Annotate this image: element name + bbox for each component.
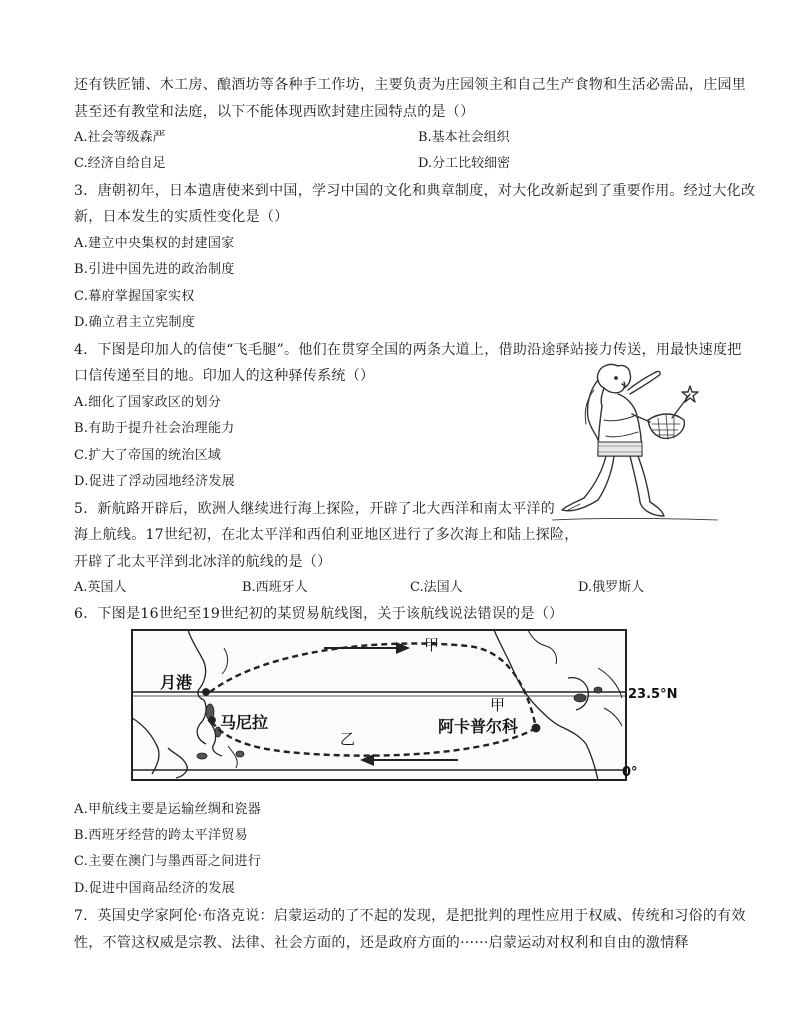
q3-text-line-2: 新，日本发生的实质性变化是（） <box>74 209 289 225</box>
q7-text-line-2: 性，不管这权威是宗教、法律、社会方面的，还是政府方面的······启蒙运动对权利和自由的激情释 <box>74 935 689 951</box>
q5-text-line-2: 海上航线。17世纪初，在北太平洋和西伯利亚地区进行了多次海上和陆上探险， <box>74 527 579 543</box>
q5-text-line-1: 5．新航路开辟后，欧洲人继续进行海上探险，开辟了北大西洋和南太平洋的 <box>74 501 556 517</box>
q5-option-a[interactable]: A.英国人 <box>74 580 127 595</box>
q3-option-b[interactable]: B.引进中国先进的政治制度 <box>74 262 235 277</box>
q3-option-a[interactable]: A.建立中央集权的封建国家 <box>74 236 235 251</box>
q4-option-a[interactable]: A.细化了国家政区的划分 <box>74 395 222 410</box>
q4-text-line-2: 口信传递至目的地。印加人的这种驿传系统（） <box>74 368 375 384</box>
map-label-jia-right: 甲 <box>490 696 506 714</box>
q2-option-c[interactable]: C.经济自给自足 <box>74 156 166 171</box>
trade-route-map <box>128 628 688 788</box>
q2-option-b[interactable]: B.基本社会组织 <box>418 130 510 145</box>
map-label-tropic: 23.5°N <box>628 687 678 702</box>
q6-option-a[interactable]: A.甲航线主要是运输丝绸和瓷器 <box>74 802 262 817</box>
q4-option-b[interactable]: B.有助于提升社会治理能力 <box>74 421 235 436</box>
q5-option-d[interactable]: D.俄罗斯人 <box>578 580 645 595</box>
q4-text-line-1: 4．下图是印加人的信使“飞毛腿”。他们在贯穿全国的两条大道上，借助沿途驿站接力传送，用最快速度把 <box>74 342 742 358</box>
map-label-equator: 0° <box>622 765 638 780</box>
q7-text-line-1: 7．英国史学家阿伦·布洛克说：启蒙运动的了不起的发现，是把批判的理性应用于权威、传统和习俗的有效 <box>74 908 746 924</box>
q6-text-line-1: 6．下图是16世纪至19世纪初的某贸易航线图，关于该航线说法错误的是（） <box>74 606 564 622</box>
q6-option-b[interactable]: B.西班牙经营的跨太平洋贸易 <box>74 828 248 843</box>
q3-option-c[interactable]: C.幕府掌握国家实权 <box>74 289 195 304</box>
q6-option-d[interactable]: D.促进中国商品经济的发展 <box>74 881 235 896</box>
q4-option-c[interactable]: C.扩大了帝国的统治区域 <box>74 448 222 463</box>
q3-option-d[interactable]: D.确立君主立宪制度 <box>74 315 196 330</box>
q2-option-d[interactable]: D.分工比较细密 <box>418 156 511 171</box>
q2-option-a[interactable]: A.社会等级森严 <box>74 130 166 145</box>
q2-text-line-1: 还有铁匠铺、木工房、酿酒坊等各种手工作坊，主要负责为庄园领主和自己生产食物和生活必需品，庄园里 <box>74 77 747 93</box>
inca-messenger-illustration <box>552 360 718 530</box>
q6-option-c[interactable]: C.主要在澳门与墨西哥之间进行 <box>74 854 262 869</box>
q5-text-line-3: 开辟了北太平洋到北冰洋的航线的是（） <box>74 554 332 570</box>
q5-option-b[interactable]: B.西班牙人 <box>242 580 308 595</box>
map-label-manila: 马尼拉 <box>220 713 269 732</box>
map-label-jia-top: 甲 <box>424 636 440 654</box>
map-label-yuegang: 月港 <box>160 673 193 692</box>
q3-text-line-1: 3．唐朝初年，日本遣唐使来到中国，学习中国的文化和典章制度，对大化改新起到了重要作用。经过大化改 <box>74 183 756 199</box>
q5-option-c[interactable]: C.法国人 <box>410 580 463 595</box>
q2-text-line-2: 甚至还有教堂和法庭，以下不能体现西欧封建庄园特点的是（） <box>74 104 475 120</box>
map-label-yi: 乙 <box>340 730 356 748</box>
q4-option-d[interactable]: D.促进了浮动园地经济发展 <box>74 474 235 489</box>
map-label-acapulco: 阿卡普尔科 <box>438 717 519 736</box>
